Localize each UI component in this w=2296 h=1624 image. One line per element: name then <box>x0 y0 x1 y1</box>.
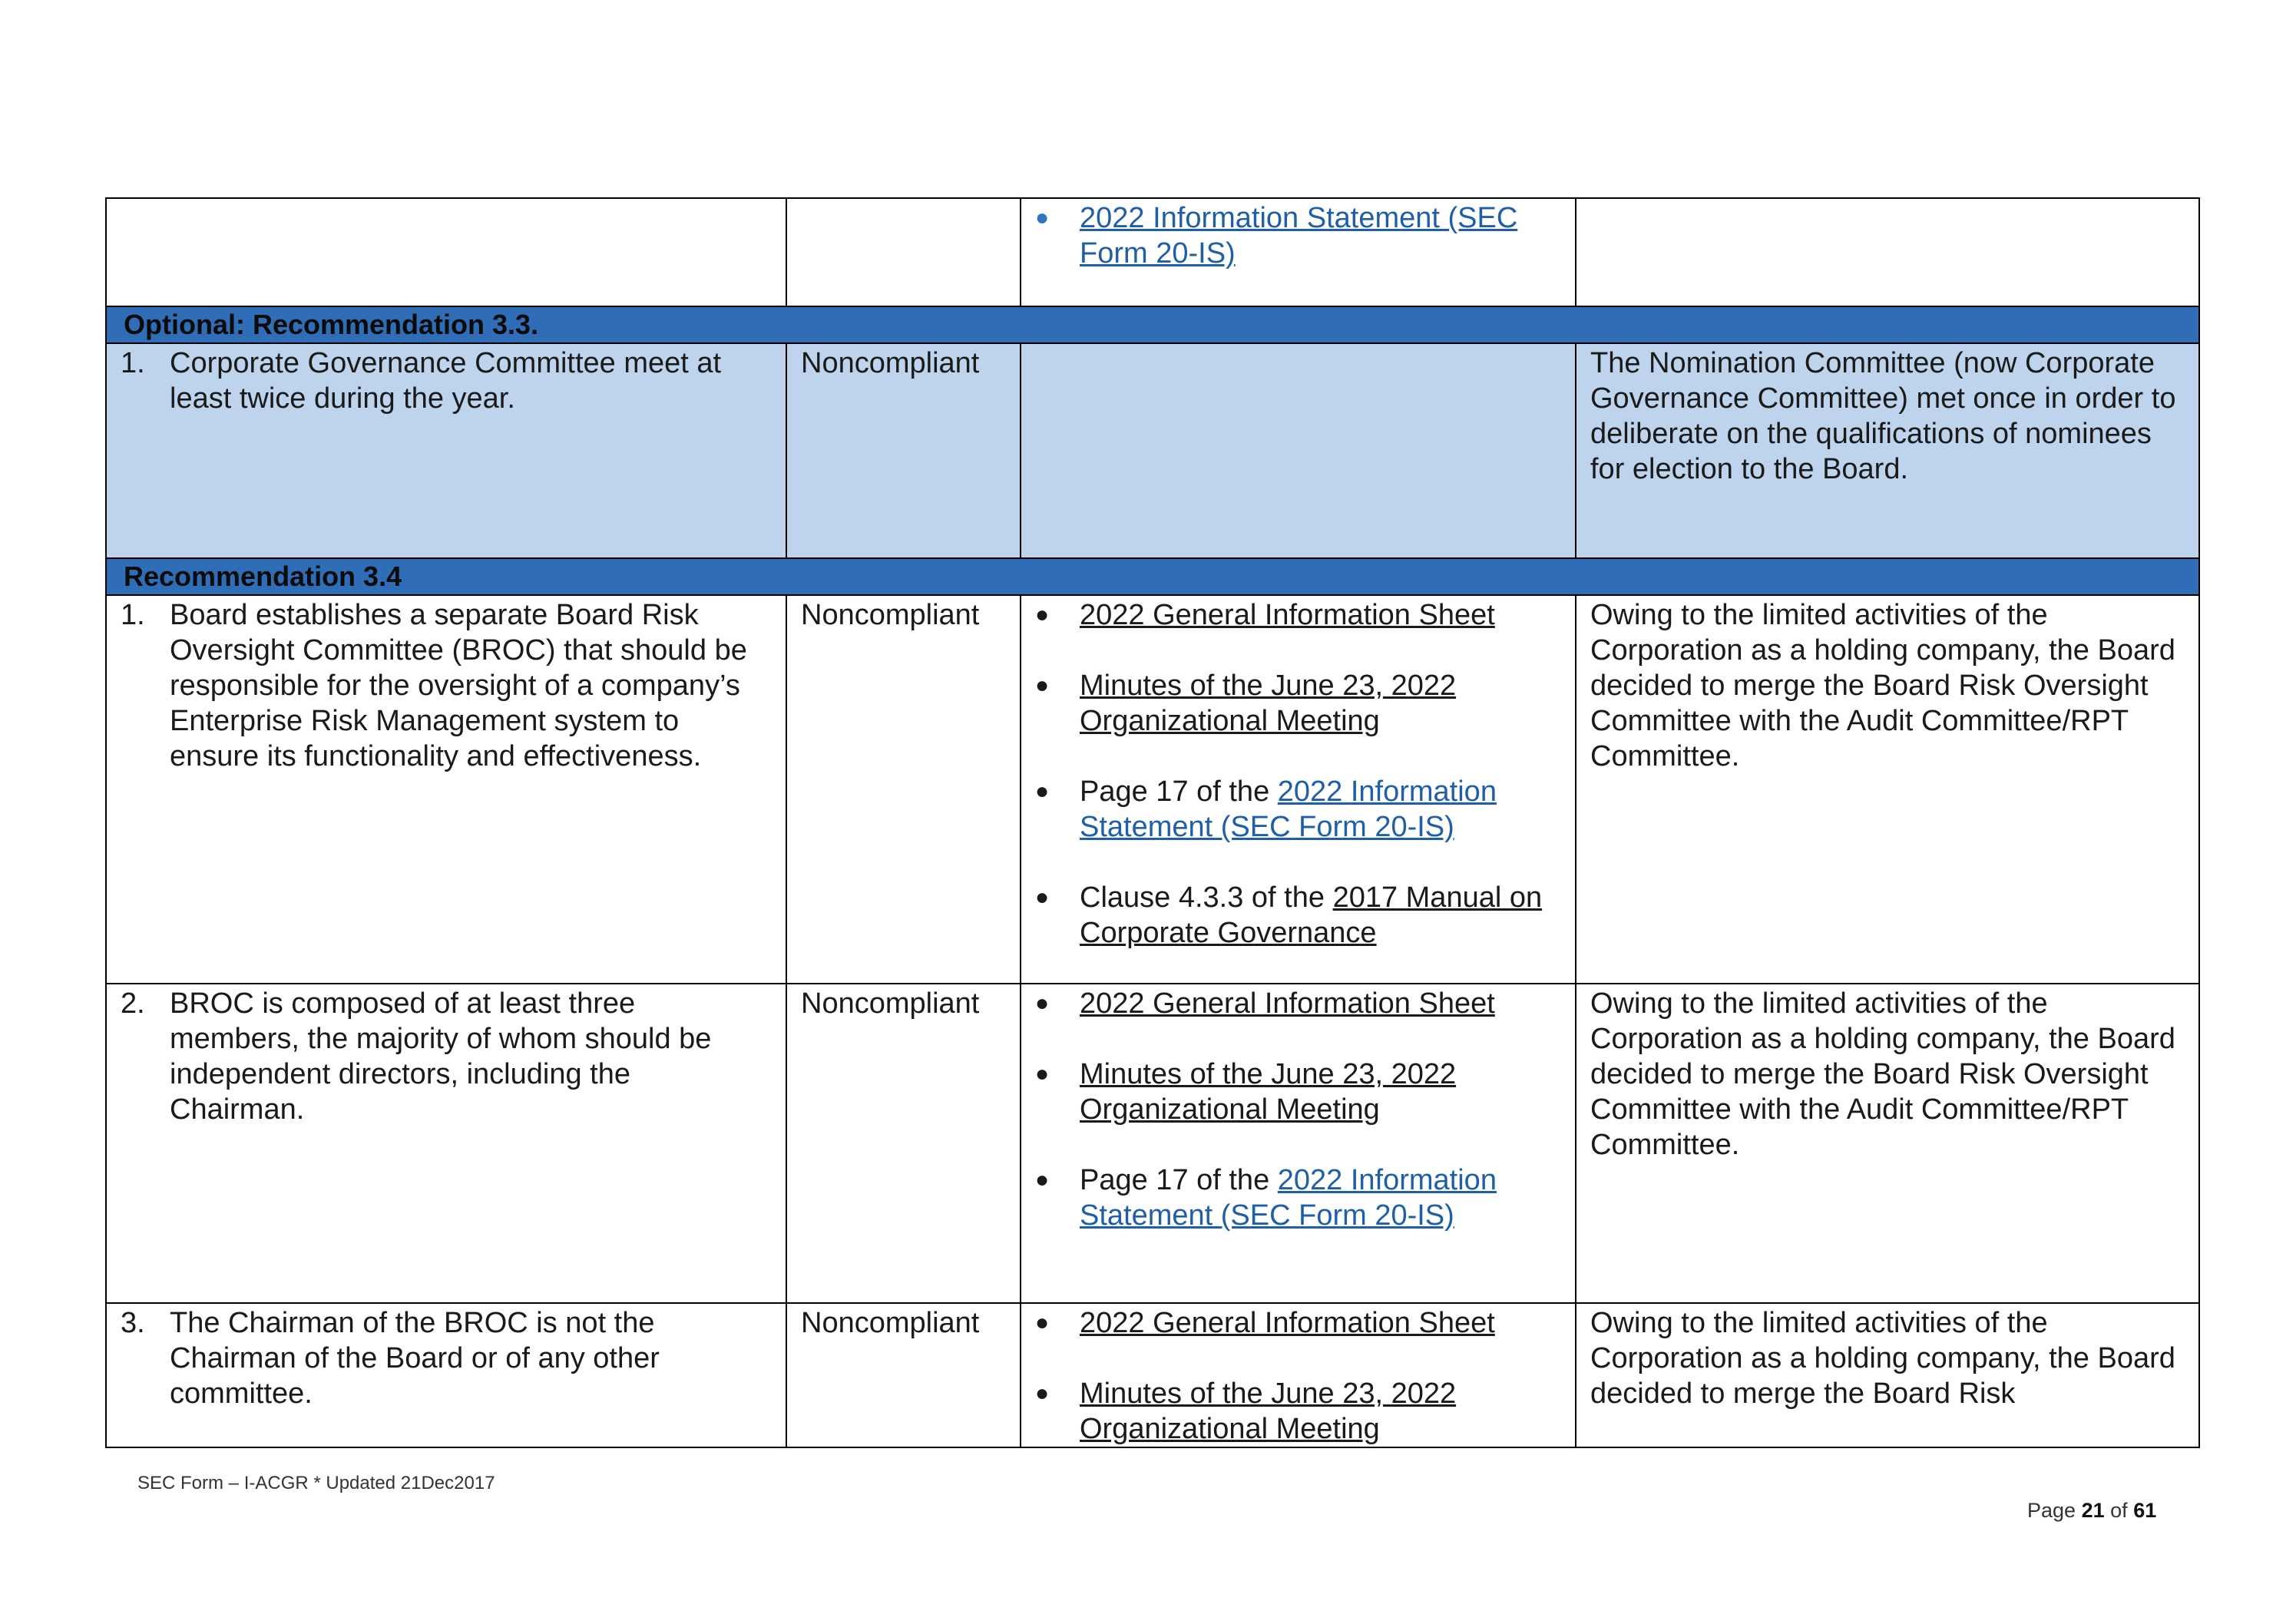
supporting-docs-cell <box>1021 198 1576 306</box>
docs-list <box>1035 1305 1561 1447</box>
recommendation-cell <box>106 198 786 306</box>
footer-form-label: SEC Form – I-ACGR * Updated 21Dec2017 <box>137 1473 495 1493</box>
recommendation-text: Corporate Governance Committee meet at least twice during the year. <box>170 347 722 415</box>
section-header-row <box>106 558 2199 595</box>
list-item <box>1035 1057 1561 1127</box>
list-item <box>1035 668 1561 739</box>
doc-link-information-statement[interactable]: 2022 Information Statement (SEC Form 20-IS) <box>1080 776 1497 843</box>
doc-link-general-information-sheet[interactable]: 2022 General Information Sheet <box>1080 599 1495 631</box>
status-cell: Noncompliant <box>786 984 1021 1303</box>
docs-list <box>1035 986 1561 1233</box>
page-number <box>2027 1499 2156 1523</box>
doc-link-minutes[interactable]: Minutes of the June 23, 2022 Organizational Meeting <box>1080 1058 1457 1126</box>
list-item <box>1035 1376 1561 1447</box>
bullet-icon: ● <box>1035 1061 1050 1087</box>
supporting-docs-cell <box>1021 595 1576 984</box>
doc-link-general-information-sheet[interactable]: 2022 General Information Sheet <box>1080 987 1495 1020</box>
recommendation-text: Board establishes a separate Board Risk Oversight Committee (BROC) that should be responsible for the oversight of a company’s Enterprise Risk Management system to ensure its functionality and effectiveness. <box>170 599 747 772</box>
bullet-icon: ● <box>1035 205 1050 230</box>
page-of: of <box>2110 1499 2128 1522</box>
doc-link-general-information-sheet[interactable]: 2022 General Information Sheet <box>1080 1307 1495 1339</box>
status-cell: Noncompliant <box>786 595 1021 984</box>
section-title: Recommendation 3.4 <box>106 558 2199 595</box>
item-number: 2. <box>121 987 145 1020</box>
bullet-icon: ● <box>1035 1310 1050 1335</box>
table-row <box>106 595 2199 984</box>
supporting-docs-cell <box>1021 984 1576 1303</box>
item-number: 1. <box>121 347 145 379</box>
table-row <box>106 984 2199 1303</box>
list-item <box>1035 1305 1561 1341</box>
doc-link-information-statement[interactable]: 2022 Information Statement (SEC Form 20-IS) <box>1080 1164 1497 1232</box>
table-row <box>106 1303 2199 1447</box>
explanation-cell: The Nomination Committee (now Corporate Governance Committee) met once in order to deliberate on the qualifications of nominees for election to the Board. <box>1576 343 2199 558</box>
list-item <box>1035 1163 1561 1233</box>
recommendation-cell <box>106 343 786 558</box>
table-row <box>106 343 2199 558</box>
supporting-docs-cell <box>1021 343 1576 558</box>
recommendation-cell <box>106 595 786 984</box>
explanation-cell: Owing to the limited activities of the Corporation as a holding company, the Board decided to merge the Board Risk <box>1576 1303 2199 1447</box>
explanation-cell: Owing to the limited activities of the Corporation as a holding company, the Board decided to merge the Board Risk Oversight Committee with the Audit Committee/RPT Committee. <box>1576 984 2199 1303</box>
table-row <box>106 198 2199 306</box>
explanation-cell: Owing to the limited activities of the Corporation as a holding company, the Board decided to merge the Board Risk Oversight Committee with the Audit Committee/RPT Committee. <box>1576 595 2199 984</box>
list-item <box>1035 880 1561 951</box>
bullet-icon: ● <box>1035 1167 1050 1192</box>
supporting-docs-cell <box>1021 1303 1576 1447</box>
status-cell: Noncompliant <box>786 1303 1021 1447</box>
item-number: 1. <box>121 599 145 631</box>
section-title: Optional: Recommendation 3.3. <box>106 306 2199 343</box>
bullet-icon: ● <box>1035 673 1050 698</box>
compliance-table <box>105 197 2200 1448</box>
recommendation-text: BROC is composed of at least three members, the majority of whom should be independent directors, including the Chairman. <box>170 987 712 1126</box>
list-item <box>1035 986 1561 1021</box>
recommendation-cell <box>106 1303 786 1447</box>
page-word: Page <box>2027 1499 2076 1522</box>
list-item <box>1035 774 1561 845</box>
page-current: 21 <box>2081 1499 2105 1522</box>
list-item <box>1035 200 1561 271</box>
doc-link-manual[interactable]: 2017 Manual on Corporate Governance <box>1080 881 1543 949</box>
bullet-icon: ● <box>1035 779 1050 804</box>
page-total: 61 <box>2133 1499 2157 1522</box>
doc-prefix: Page 17 of the <box>1080 776 1278 808</box>
bullet-icon: ● <box>1035 885 1050 910</box>
bullet-icon: ● <box>1035 1381 1050 1406</box>
recommendation-text: The Chairman of the BROC is not the Chairman of the Board or of any other committee. <box>170 1307 660 1410</box>
doc-link-information-statement[interactable]: 2022 Information Statement (SEC Form 20-IS) <box>1080 202 1518 270</box>
status-cell: Noncompliant <box>786 343 1021 558</box>
docs-list <box>1035 597 1561 951</box>
status-cell <box>786 198 1021 306</box>
section-header-row <box>106 306 2199 343</box>
doc-link-minutes[interactable]: Minutes of the June 23, 2022 Organizational Meeting <box>1080 670 1457 737</box>
bullet-icon: ● <box>1035 602 1050 627</box>
bullet-icon: ● <box>1035 991 1050 1016</box>
doc-prefix: Page 17 of the <box>1080 1164 1278 1196</box>
doc-prefix: Clause 4.3.3 of the <box>1080 881 1333 914</box>
item-number: 3. <box>121 1307 145 1339</box>
doc-link-minutes[interactable]: Minutes of the June 23, 2022 Organizational Meeting <box>1080 1378 1457 1445</box>
docs-list <box>1035 200 1561 271</box>
explanation-cell <box>1576 198 2199 306</box>
list-item <box>1035 597 1561 633</box>
recommendation-cell <box>106 984 786 1303</box>
